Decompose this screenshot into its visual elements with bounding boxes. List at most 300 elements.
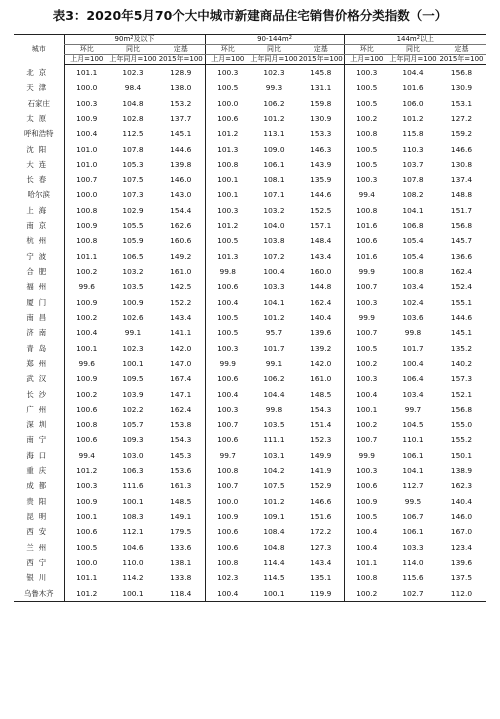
index-value: 102.6 (122, 312, 144, 322)
index-value: 153.6 (170, 466, 192, 476)
index-value: 104.6 (122, 542, 144, 552)
index-value: 101.2 (263, 312, 285, 322)
index-value: 155.2 (450, 435, 473, 445)
table-row (14, 126, 486, 141)
city-name: 西宁 (26, 557, 52, 567)
city-name: 上海 (26, 205, 52, 215)
index-value: 100.9 (205, 509, 250, 524)
index-value: 100.1 (205, 188, 250, 203)
city-name: 大连 (26, 159, 52, 169)
index-value: 99.1 (265, 358, 283, 368)
table-row (14, 172, 486, 187)
header-city: 城市 (14, 35, 64, 65)
index-value: 100.3 (344, 65, 389, 81)
index-value: 99.9 (344, 264, 389, 279)
table-row (14, 249, 486, 264)
index-value: 140.4 (450, 496, 473, 506)
table-row (14, 203, 486, 218)
city-name: 合肥 (26, 267, 52, 277)
index-value: 155.0 (450, 420, 473, 430)
table-row (14, 188, 486, 203)
index-value: 103.6 (402, 312, 424, 322)
subheader-yoy: 同比 (109, 45, 157, 55)
index-value: 100.3 (205, 203, 250, 218)
index-value: 112.0 (437, 586, 486, 602)
index-value: 100.3 (205, 402, 250, 417)
index-value: 100.2 (64, 387, 109, 402)
index-value: 142.0 (310, 358, 332, 368)
city-name: 广州 (26, 404, 52, 414)
index-value: 99.6 (64, 279, 109, 294)
index-value: 139.2 (310, 343, 332, 353)
table-row (14, 96, 486, 111)
index-value: 100.0 (64, 555, 109, 570)
index-value: 179.5 (170, 527, 192, 537)
index-value: 102.3 (205, 570, 250, 585)
table-row (14, 295, 486, 310)
index-value: 130.9 (450, 83, 473, 93)
index-value: 103.4 (402, 282, 424, 292)
index-value: 100.9 (64, 494, 109, 509)
index-value: 149.1 (170, 512, 192, 522)
index-value: 98.4 (124, 83, 142, 93)
index-value: 100.6 (64, 402, 109, 417)
index-value: 99.7 (205, 448, 250, 463)
index-value: 100.6 (344, 478, 389, 493)
index-value: 150.1 (450, 450, 473, 460)
index-value: 144.6 (450, 312, 473, 322)
index-value: 118.4 (157, 586, 205, 602)
table-row (14, 264, 486, 279)
index-value: 106.1 (263, 159, 285, 169)
index-value: 142.5 (170, 282, 192, 292)
index-value: 100.5 (344, 341, 389, 356)
city-name: 西安 (26, 527, 52, 537)
table-title: 表3：2020年5月70个大中城市新建商品住宅销售价格分类指数（一） (52, 8, 448, 23)
table-row (14, 494, 486, 509)
index-value: 115.8 (402, 129, 424, 139)
index-value: 135.9 (310, 175, 332, 185)
index-value: 167.4 (170, 374, 192, 384)
index-value: 161.0 (310, 374, 332, 384)
index-value: 104.1 (402, 205, 424, 215)
index-value: 144.6 (310, 190, 332, 200)
index-value: 100.9 (64, 295, 109, 310)
index-value: 101.6 (402, 83, 424, 93)
index-value: 101.2 (64, 586, 109, 602)
index-value: 108.4 (263, 527, 285, 537)
index-value: 146.0 (450, 512, 473, 522)
index-value: 100.4 (402, 358, 424, 368)
index-value: 151.7 (450, 205, 473, 215)
index-value: 114.5 (263, 573, 285, 583)
price-index-table (14, 34, 486, 602)
index-value: 103.2 (122, 267, 144, 277)
table-row (14, 65, 486, 81)
index-value: 100.8 (344, 570, 389, 585)
index-value: 99.9 (205, 356, 250, 371)
index-value: 102.3 (263, 67, 285, 77)
index-value: 152.4 (450, 282, 473, 292)
index-value: 100.6 (64, 524, 109, 539)
table-row (14, 341, 486, 356)
index-value: 103.8 (263, 236, 285, 246)
index-value: 148.8 (450, 190, 473, 200)
city-name: 天津 (26, 83, 52, 93)
index-value: 157.1 (310, 221, 332, 231)
index-value: 100.5 (344, 96, 389, 111)
index-value: 100.1 (122, 496, 144, 506)
index-value: 100.2 (344, 586, 389, 602)
index-value: 109.5 (122, 374, 144, 384)
index-value: 128.9 (170, 67, 192, 77)
index-value: 99.4 (344, 188, 389, 203)
index-value: 105.3 (122, 159, 144, 169)
city-name: 北京 (26, 67, 52, 77)
subheader-mom: 环比 (344, 45, 389, 55)
index-value: 100.5 (205, 233, 250, 248)
index-value: 104.4 (263, 389, 285, 399)
index-value: 140.4 (310, 312, 332, 322)
index-value: 152.2 (170, 297, 192, 307)
index-value: 133.6 (170, 542, 192, 552)
index-value: 157.3 (450, 374, 473, 384)
index-value: 100.1 (122, 358, 144, 368)
base-label: 2015年=100 (157, 55, 205, 65)
index-value: 100.3 (64, 478, 109, 493)
base-label: 上月=100 (205, 55, 250, 65)
index-value: 162.6 (170, 221, 192, 231)
index-value: 137.7 (170, 113, 192, 123)
base-label: 上月=100 (64, 55, 109, 65)
index-value: 104.5 (402, 420, 424, 430)
index-value: 106.5 (122, 251, 144, 261)
index-value: 101.7 (263, 343, 285, 353)
index-value: 104.1 (263, 297, 285, 307)
index-value: 135.2 (450, 343, 473, 353)
index-value: 106.1 (402, 527, 424, 537)
index-value: 100.8 (402, 267, 424, 277)
index-value: 139.8 (170, 159, 192, 169)
index-value: 144.8 (310, 282, 332, 292)
index-value: 143.4 (170, 312, 192, 322)
index-value: 103.5 (122, 282, 144, 292)
index-value: 101.1 (64, 65, 109, 81)
index-value: 103.7 (402, 159, 424, 169)
index-value: 138.1 (170, 557, 192, 567)
index-value: 101.1 (344, 555, 389, 570)
index-value: 100.4 (263, 267, 285, 277)
table-row (14, 540, 486, 555)
index-value: 106.8 (402, 221, 424, 231)
table-row (14, 371, 486, 386)
index-value: 104.8 (122, 98, 144, 108)
city-name: 南昌 (26, 312, 52, 322)
index-value: 104.4 (402, 67, 424, 77)
index-value: 109.0 (263, 144, 285, 154)
index-value: 105.9 (122, 236, 144, 246)
index-value: 133.8 (170, 573, 192, 583)
index-value: 147.0 (170, 358, 192, 368)
index-value: 113.1 (263, 129, 285, 139)
index-value: 100.2 (344, 356, 389, 371)
index-value: 100.7 (344, 279, 389, 294)
index-value: 103.4 (402, 389, 424, 399)
index-value: 144.6 (170, 144, 192, 154)
index-value: 99.8 (265, 404, 283, 414)
subheader-mom: 环比 (205, 45, 250, 55)
index-value: 172.2 (310, 527, 332, 537)
city-name: 厦门 (26, 297, 52, 307)
index-value: 105.7 (122, 420, 144, 430)
index-value: 100.5 (64, 540, 109, 555)
table-row (14, 478, 486, 493)
index-value: 138.0 (170, 83, 192, 93)
index-value: 100.1 (205, 172, 250, 187)
city-name: 石家庄 (27, 98, 50, 108)
index-value: 100.9 (64, 218, 109, 233)
index-value: 156.8 (450, 67, 473, 77)
index-value: 101.2 (263, 113, 285, 123)
index-value: 101.2 (205, 218, 250, 233)
table-row (14, 157, 486, 172)
table-row (14, 325, 486, 340)
table-row (14, 142, 486, 157)
city-name: 沈阳 (26, 144, 52, 154)
index-value: 160.0 (310, 267, 332, 277)
index-value: 100.1 (250, 586, 298, 602)
index-value: 112.5 (122, 129, 144, 139)
index-value: 99.6 (64, 356, 109, 371)
index-value: 112.1 (122, 527, 144, 537)
index-value: 152.1 (450, 389, 473, 399)
city-name: 南京 (26, 221, 52, 231)
index-value: 155.1 (450, 297, 473, 307)
index-value: 100.3 (64, 96, 109, 111)
index-value: 108.3 (122, 512, 144, 522)
index-value: 156.8 (450, 221, 473, 231)
index-value: 100.6 (205, 433, 250, 448)
index-value: 106.4 (402, 374, 424, 384)
index-value: 95.7 (265, 328, 283, 338)
index-value: 102.4 (402, 297, 424, 307)
index-value: 115.6 (402, 573, 424, 583)
index-value: 100.8 (344, 203, 389, 218)
index-value: 142.0 (170, 343, 192, 353)
index-value: 104.8 (263, 542, 285, 552)
index-value: 100.2 (64, 264, 109, 279)
index-value: 100.2 (64, 310, 109, 325)
city-name: 杭州 (26, 236, 52, 246)
index-value: 110.3 (402, 144, 424, 154)
index-value: 161.0 (170, 267, 192, 277)
index-value: 135.1 (310, 573, 332, 583)
city-name: 长沙 (26, 389, 52, 399)
index-value: 99.5 (404, 496, 422, 506)
index-value: 100.1 (64, 341, 109, 356)
index-value: 100.8 (205, 555, 250, 570)
subheader-fixed: 定基 (157, 45, 205, 55)
index-value: 106.3 (122, 466, 144, 476)
index-value: 103.1 (263, 450, 285, 460)
index-value: 140.2 (450, 358, 473, 368)
index-value: 99.1 (124, 328, 142, 338)
base-label: 上年同月=100 (389, 55, 437, 63)
index-value: 100.5 (344, 80, 389, 95)
index-value: 103.0 (122, 450, 144, 460)
city-name: 太原 (26, 113, 52, 123)
index-value: 100.8 (64, 417, 109, 432)
table-row (14, 555, 486, 570)
index-value: 107.8 (122, 144, 144, 154)
index-value: 152.9 (310, 481, 332, 491)
index-value: 104.1 (402, 466, 424, 476)
index-value: 146.3 (310, 144, 332, 154)
table-row (14, 433, 486, 448)
index-value: 100.9 (64, 111, 109, 126)
city-name: 南宁 (26, 435, 52, 445)
index-value: 105.4 (402, 236, 424, 246)
index-value: 104.2 (263, 466, 285, 476)
index-value: 148.4 (310, 236, 332, 246)
index-value: 102.9 (122, 205, 144, 215)
table-row (14, 402, 486, 417)
index-value: 151.4 (310, 420, 332, 430)
table-row (14, 310, 486, 325)
index-value: 100.4 (64, 325, 109, 340)
index-value: 139.6 (450, 557, 473, 567)
index-value: 107.5 (122, 175, 144, 185)
index-value: 145.1 (170, 129, 192, 139)
city-name: 哈尔滨 (27, 190, 50, 200)
index-value: 148.5 (170, 496, 192, 506)
index-value: 145.3 (170, 450, 192, 460)
index-value: 100.4 (344, 540, 389, 555)
index-value: 99.3 (265, 83, 283, 93)
index-value: 162.4 (310, 297, 332, 307)
city-name: 重庆 (26, 466, 52, 476)
index-value: 101.3 (205, 142, 250, 157)
index-value: 149.9 (310, 450, 332, 460)
index-value: 154.3 (170, 435, 192, 445)
index-value: 160.6 (170, 236, 192, 246)
index-value: 103.5 (263, 420, 285, 430)
index-value: 103.2 (263, 205, 285, 215)
index-value: 101.7 (402, 343, 424, 353)
index-value: 107.3 (122, 190, 144, 200)
table-row (14, 448, 486, 463)
index-value: 106.7 (402, 512, 424, 522)
table-row (14, 279, 486, 294)
city-name: 海口 (26, 450, 52, 460)
index-value: 100.8 (205, 463, 250, 478)
index-value: 99.4 (64, 448, 109, 463)
index-value: 100.6 (205, 524, 250, 539)
city-name: 呼和浩特 (23, 129, 54, 139)
base-label: 上年同月=100 (250, 55, 298, 63)
index-value: 103.3 (263, 282, 285, 292)
index-value: 100.5 (344, 157, 389, 172)
index-value: 146.0 (170, 175, 192, 185)
index-value: 159.8 (310, 98, 332, 108)
index-value: 101.1 (64, 249, 109, 264)
index-value: 101.2 (402, 113, 424, 123)
index-value: 114.4 (263, 557, 285, 567)
index-value: 100.7 (64, 172, 109, 187)
index-value: 114.2 (122, 573, 144, 583)
index-value: 127.2 (450, 113, 473, 123)
index-value: 100.6 (205, 279, 250, 294)
table-row (14, 509, 486, 524)
index-value: 100.4 (344, 387, 389, 402)
base-label: 上年同月=100 (109, 55, 157, 63)
index-value: 100.7 (205, 417, 250, 432)
city-name: 宁波 (26, 251, 52, 261)
index-value: 143.0 (170, 190, 192, 200)
index-value: 99.8 (205, 264, 250, 279)
index-value: 100.9 (122, 297, 144, 307)
index-value: 159.2 (450, 129, 473, 139)
index-value: 100.0 (205, 96, 250, 111)
base-label: 上月=100 (344, 55, 389, 65)
index-value: 106.2 (263, 374, 285, 384)
index-value: 145.1 (450, 328, 473, 338)
index-value: 156.8 (450, 404, 473, 414)
subheader-mom: 环比 (64, 45, 109, 55)
table-row (14, 387, 486, 402)
subheader-fixed: 定基 (298, 45, 344, 55)
index-value: 153.2 (170, 98, 192, 108)
index-value: 112.7 (402, 481, 424, 491)
index-value: 99.7 (404, 404, 422, 414)
index-value: 162.4 (170, 404, 192, 414)
index-value: 146.6 (310, 496, 332, 506)
city-name: 银川 (26, 573, 52, 583)
index-value: 100.5 (344, 142, 389, 157)
index-value: 107.1 (263, 190, 285, 200)
index-value: 154.4 (170, 205, 192, 215)
index-value: 148.5 (310, 389, 332, 399)
index-value: 153.1 (450, 98, 473, 108)
index-value: 100.6 (344, 233, 389, 248)
index-value: 145.8 (310, 67, 332, 77)
table-row (14, 463, 486, 478)
index-value: 100.8 (205, 157, 250, 172)
index-value: 101.1 (64, 570, 109, 585)
index-value: 101.0 (64, 157, 109, 172)
index-value: 100.5 (205, 80, 250, 95)
index-value: 106.0 (402, 98, 424, 108)
index-value: 100.4 (205, 295, 250, 310)
index-value: 127.3 (310, 542, 332, 552)
index-value: 105.5 (122, 221, 144, 231)
index-value: 110.0 (122, 557, 144, 567)
index-value: 141.1 (170, 328, 192, 338)
city-name: 武汉 (26, 374, 52, 384)
index-value: 146.6 (450, 144, 473, 154)
index-value: 138.9 (450, 466, 473, 476)
index-value: 102.2 (122, 404, 144, 414)
city-name: 昆明 (26, 512, 52, 522)
city-name: 兰州 (26, 542, 52, 552)
index-value: 100.7 (205, 478, 250, 493)
index-value: 100.2 (344, 111, 389, 126)
city-name: 乌鲁木齐 (14, 586, 64, 602)
table-row (14, 111, 486, 126)
subheader-yoy: 同比 (389, 45, 437, 55)
index-value: 152.3 (310, 435, 332, 445)
index-value: 153.3 (310, 129, 332, 139)
